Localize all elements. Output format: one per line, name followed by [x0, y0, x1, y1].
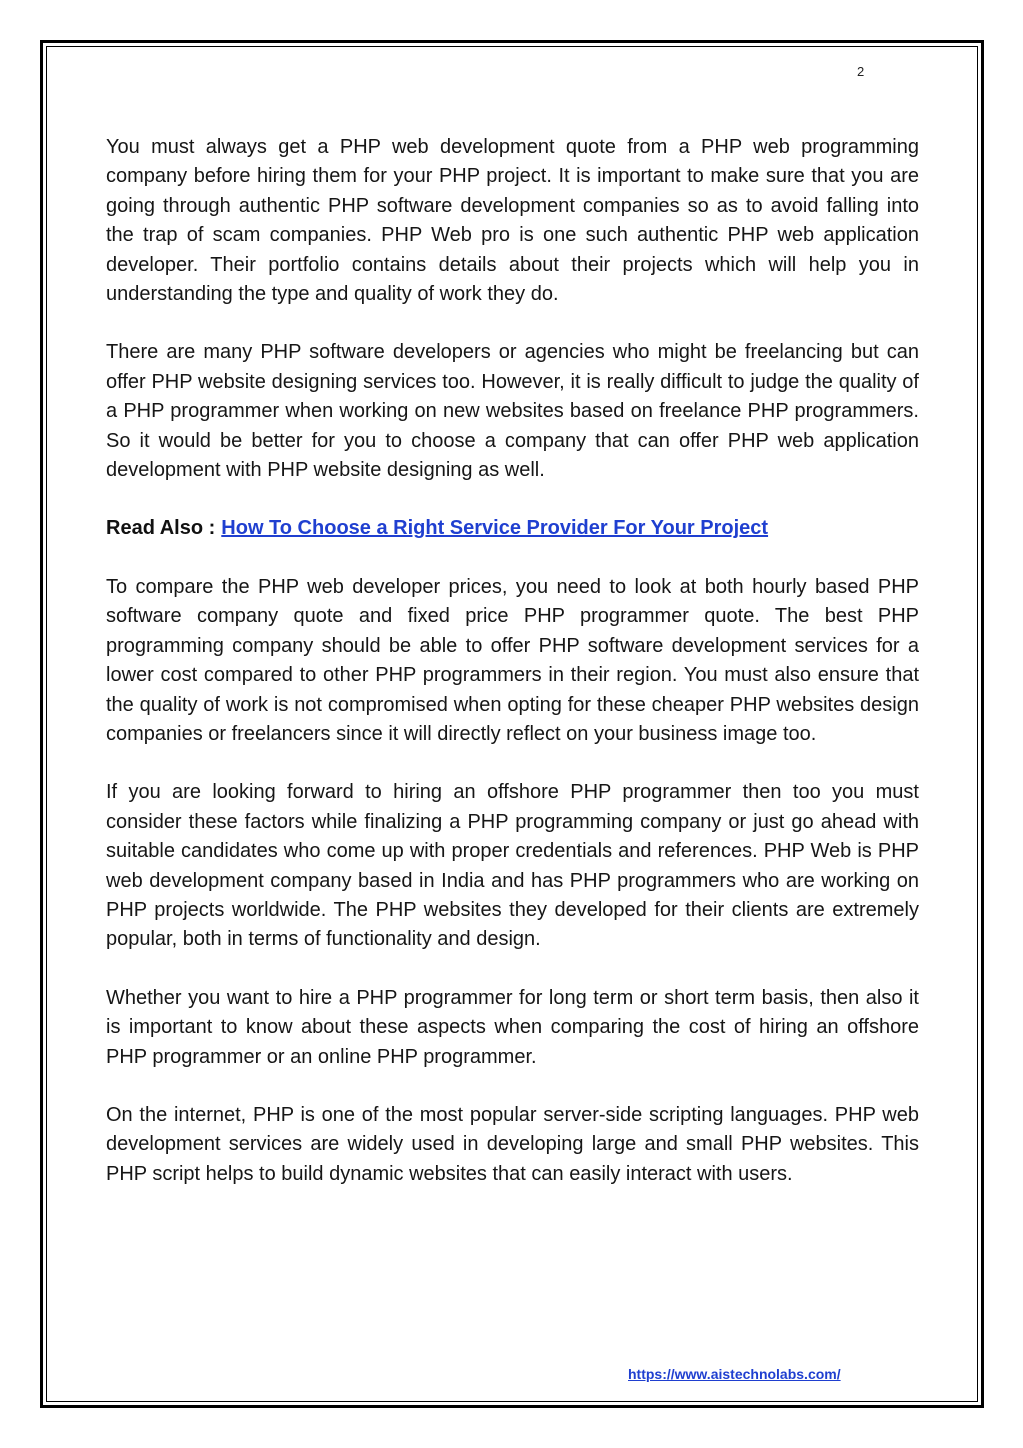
paragraph-compare-prices: To compare the PHP web developer prices, you need to look at both hourly based PHP software company quote and fixed price PHP programmer quote. The best PHP programming company should be able to offer PHP software development services for a lower cost compared to other PHP programmers in their region. You must also ensure that the quality of work is not compromised when opting for these cheaper PHP websites design companies or freelancers since it will directly reflect on your business image too. — [106, 575, 919, 745]
paragraph-php-internet: On the internet, PHP is one of the most popular server-side scripting languages. PHP web development services are widely used in developing large and small PHP websites. This PHP script helps to build dynamic websites that can easily interact with users. — [106, 1103, 919, 1185]
read-also-label: Read Also : — [106, 517, 216, 540]
read-also-line — [106, 514, 919, 543]
footer-website-link[interactable]: https://www.aistechnolabs.com/ — [628, 1366, 841, 1382]
paragraph-hire-term: Whether you want to hire a PHP programmer for long term or short term basis, then also it is important to know about these aspects when comparing the cost of hiring an offshore PHP programmer or an online PHP programmer. — [106, 986, 919, 1068]
paragraph-quote-advice: You must always get a PHP web development quote from a PHP web programming company before hiring them for your PHP project. It is important to make sure that you are going through authentic PHP software development companies so as to avoid falling into the trap of scam companies. PHP Web pro is one such authentic PHP web application developer. Their portfolio contains details about their projects which will help you in understanding the type and quality of work they do. — [106, 136, 919, 306]
page-number: 2 — [857, 64, 865, 79]
paragraph-freelancers: There are many PHP software developers or agencies who might be freelancing but can offer PHP website designing services too. However, it is really difficult to judge the quality of a PHP programmer when working on new websites based on freelance PHP programmers. So it would be better for you to choose a company that can offer PHP web application development with PHP website designing as well. — [106, 341, 919, 482]
document-body — [106, 133, 919, 1218]
paragraph-offshore-programmer: If you are looking forward to hiring an offshore PHP programmer then too you must consider these factors while finalizing a PHP programming company or just go ahead with suitable candidates who come up with proper credentials and references. PHP Web is PHP web development company based in India and has PHP programmers who are working on PHP projects worldwide. The PHP websites they developed for their clients are extremely popular, both in terms of functionality and design. — [106, 781, 919, 951]
read-also-link[interactable]: How To Choose a Right Service Provider For Your Project — [221, 517, 769, 540]
